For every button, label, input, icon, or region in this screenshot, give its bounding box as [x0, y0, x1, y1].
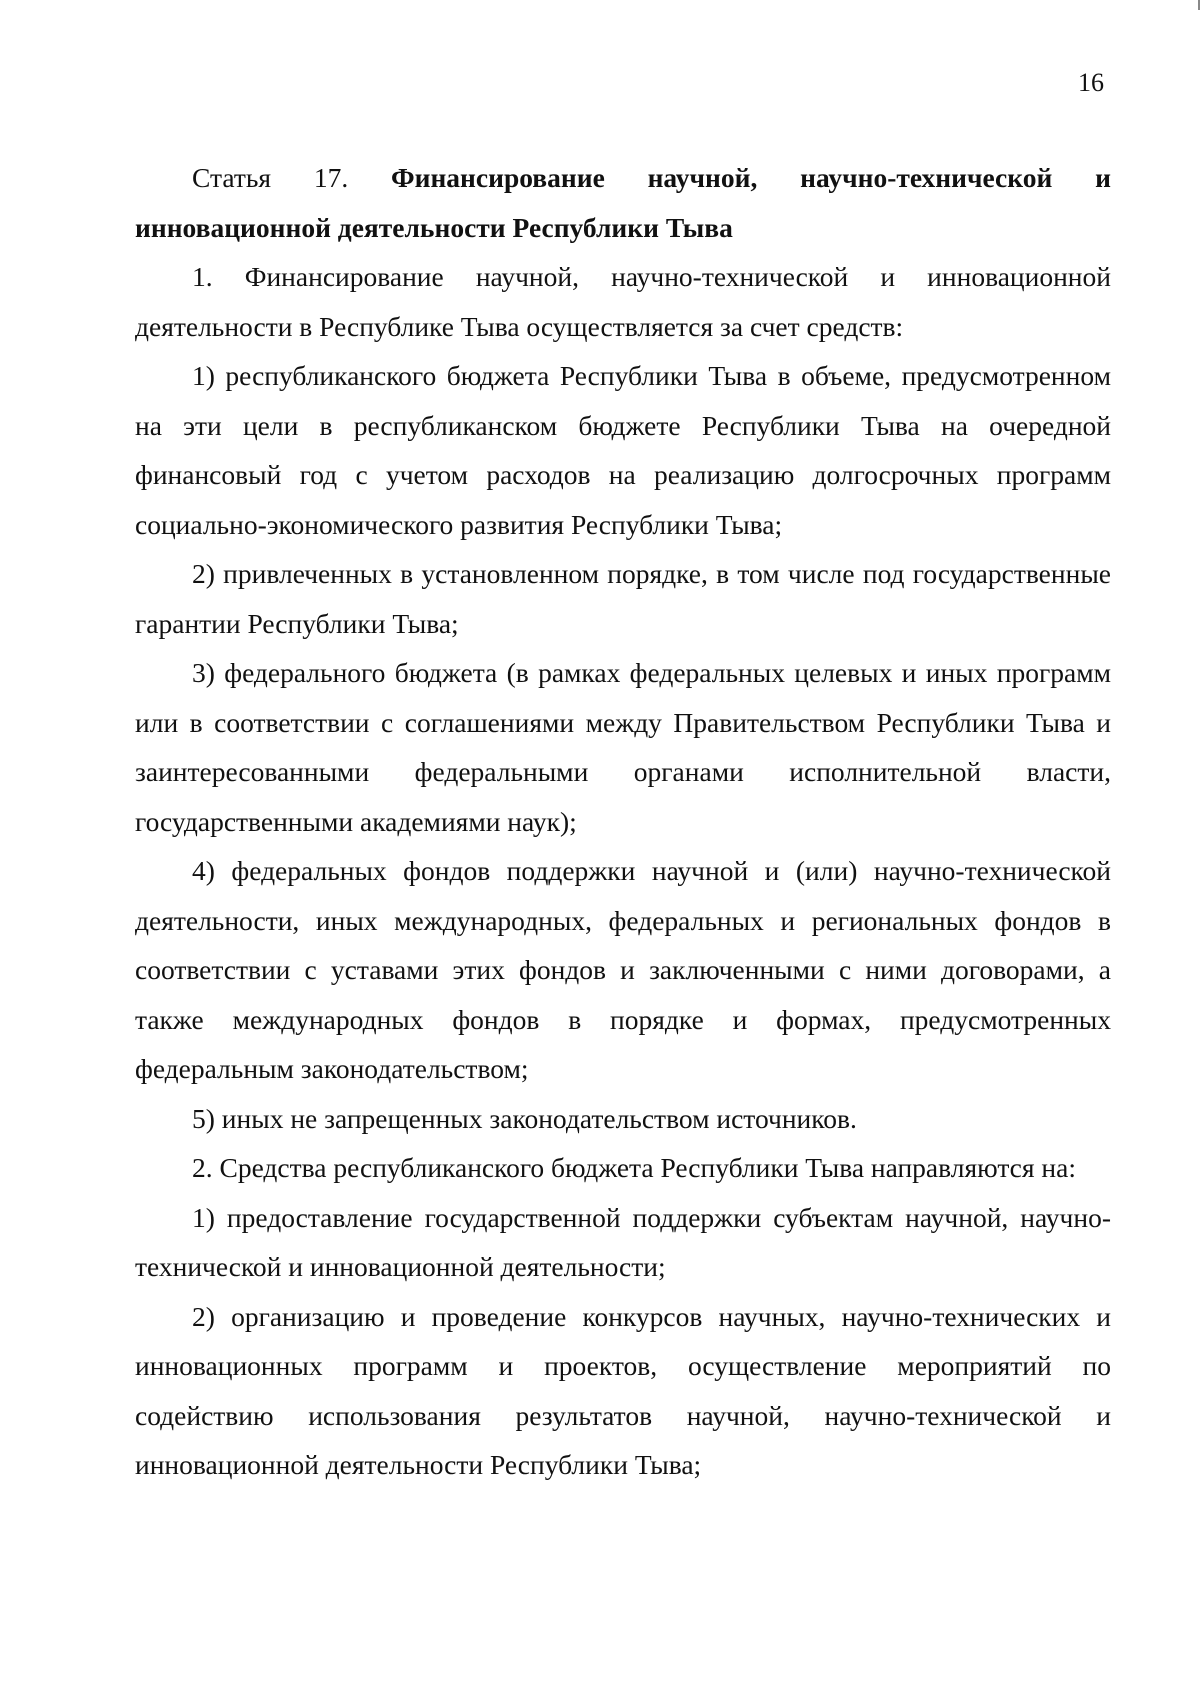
article-title-word: научной, [647, 162, 758, 193]
paragraph: 2) организацию и проведение конкурсов научных, научно-технических и инновационных программ и проектов, осуществление мероприятий по содействию использования результатов научной, научно-технической и инновационной деятельности Республики Тыва; [135, 1300, 1111, 1480]
article-title-word: и [1095, 162, 1111, 193]
article-label: Статья [192, 162, 272, 193]
article-heading [135, 153, 1111, 252]
paragraph: 1) предоставление государственной поддержки субъектам научной, научно-технической и инновационной деятельности; [135, 1201, 1111, 1282]
article-heading-line-2: инновационной деятельности Республики Тыва [135, 211, 733, 243]
paragraph: 5) иных не запрещенных законодательством источников. [192, 1102, 857, 1134]
article-heading-line-1 [135, 153, 1111, 203]
paragraph: 1) республиканского бюджета Республики Тыва в объеме, предусмотренном на эти цели в республиканском бюджете Республики Тыва на очередной финансовый год с учетом расходов на реализацию долгосрочных программ социально-экономического развития Республики Тыва; [135, 360, 1111, 540]
article-number: 17. [313, 162, 349, 193]
paragraph: 3) федерального бюджета (в рамках федеральных целевых и иных программ или в соответствии с соглашениями между Правительством Республики Тыва и заинтересованными федеральными органами исполнительной власти, государственными академиями наук); [135, 657, 1111, 837]
article-title-word: научно-технической [800, 162, 1053, 193]
paragraph: 2. Средства республиканского бюджета Республики Тыва направляются на: [192, 1152, 1076, 1183]
page-number: 16 [1078, 68, 1104, 97]
paragraph: 1. Финансирование научной, научно-технической и инновационной деятельности в Республике Тыва осуществляется за счет средств: [135, 261, 1111, 342]
document-body [135, 153, 1111, 1490]
paragraph: 4) федеральных фондов поддержки научной и (или) научно-технической деятельности, иных международных, федеральных и региональных фондов в соответствии с уставами этих фондов и заключенными с ними договорами, а также международных фондов в порядке и формах, предусмотренных федеральным законодательством; [135, 855, 1111, 1084]
article-title-word: Финансирование [390, 162, 605, 193]
paragraph: 2) привлеченных в установленном порядке, в том числе под государственные гарантии Республики Тыва; [135, 558, 1111, 639]
